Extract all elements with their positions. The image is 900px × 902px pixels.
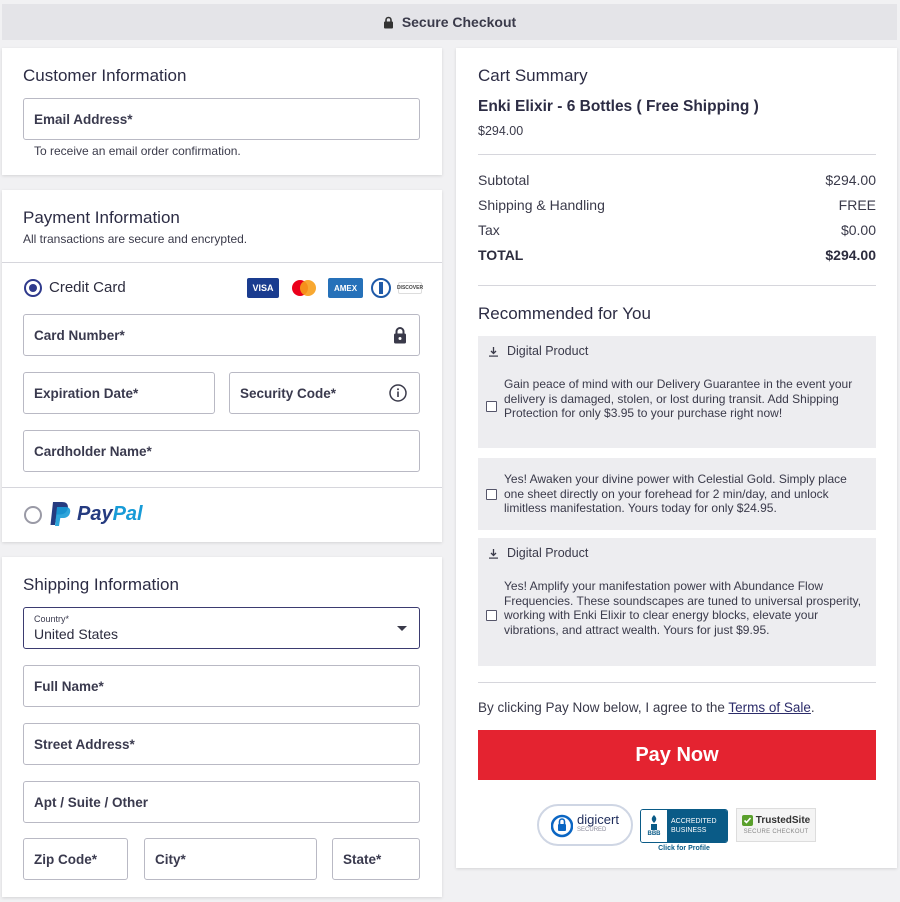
customer-info-card [2, 48, 442, 175]
bbb-line2: BUSINESS [671, 826, 707, 834]
digicert-text: digicert [577, 812, 619, 827]
bbb-badge[interactable] [640, 808, 728, 852]
lock-icon [383, 16, 394, 29]
download-icon [488, 548, 499, 559]
product-name: Enki Elixir - 6 Bottles ( Free Shipping ) [478, 98, 759, 115]
tax-value: $0.00 [840, 222, 876, 238]
payment-info-subtitle: All transactions are secure and encrypted. [23, 232, 248, 246]
full-name-field[interactable] [23, 665, 420, 707]
email-label: Email Address* [34, 111, 133, 127]
paypal-icon [49, 501, 71, 527]
security-code-field[interactable] [229, 372, 420, 414]
chevron-down-icon [397, 626, 407, 631]
mastercard-logo [287, 278, 321, 298]
trustedsite-badge[interactable] [736, 808, 816, 842]
paypal-text-pay: Pay [77, 502, 113, 525]
offer-celestial-gold [478, 458, 876, 530]
digital-product-tag [488, 546, 588, 560]
visa-logo: VISA [247, 278, 279, 298]
cardholder-name-field[interactable] [23, 430, 420, 472]
recommended-title: Recommended for You [478, 304, 651, 323]
subtotal-value: $294.00 [825, 172, 876, 188]
digital-product-label: Digital Product [507, 344, 589, 358]
shipping-info-title: Shipping Information [23, 575, 179, 594]
paypal-option[interactable] [49, 501, 143, 527]
credit-card-radio[interactable] [24, 279, 42, 297]
zip-code-field[interactable] [23, 838, 128, 880]
bbb-logo-text: BBB [647, 830, 661, 837]
trustedsite-sub: SECURE CHECKOUT [743, 829, 809, 835]
subtotal-label: Subtotal [478, 172, 530, 188]
email-field[interactable] [23, 98, 420, 140]
digital-product-label: Digital Product [507, 546, 589, 560]
expiration-date-field[interactable] [23, 372, 215, 414]
apt-suite-field[interactable] [23, 781, 420, 823]
offer-checkbox[interactable] [486, 401, 497, 412]
bbb-torch-icon [648, 815, 660, 831]
email-help-text: To receive an email order confirmation. [34, 144, 241, 158]
digicert-badge[interactable] [537, 804, 633, 846]
bbb-line1: ACCREDITED [671, 817, 717, 825]
amex-logo: AMEX [328, 278, 363, 298]
offer-checkbox[interactable] [486, 489, 497, 500]
payment-divider-bottom [2, 487, 442, 488]
terms-prefix: By clicking Pay Now below, I agree to the [478, 700, 729, 715]
total-row [478, 247, 876, 263]
cart-summary-title: Cart Summary [478, 66, 588, 85]
terms-text [478, 700, 815, 715]
download-icon [488, 346, 499, 357]
shipping-label: Shipping & Handling [478, 197, 605, 213]
offer-text: Yes! Amplify your manifestation power with Abundance Flow Frequencies. These soundscapes are tuned to universal prosperity, working with Enki Elixir to clear energy blocks, elevate your vibrations, and attract wealth. Yours for just $9.95. [504, 579, 862, 637]
street-address-field[interactable] [23, 723, 420, 765]
payment-info-card [2, 190, 442, 542]
offer-text: Gain peace of mind with our Delivery Guarantee in the event your delivery is damaged, stolen, or lost during transit. Add Shipping Protection for only $3.95 to your purchase right now! [504, 377, 853, 420]
credit-card-label[interactable]: Credit Card [49, 279, 126, 296]
tax-label: Tax [478, 222, 500, 238]
total-label: TOTAL [478, 247, 524, 263]
apt-suite-label: Apt / Suite / Other [34, 794, 149, 810]
cardholder-label: Cardholder Name* [34, 443, 152, 459]
terms-of-sale-link[interactable]: Terms of Sale [728, 700, 811, 715]
country-select[interactable] [23, 607, 420, 649]
security-code-label: Security Code* [240, 385, 337, 401]
zip-code-label: Zip Code* [34, 851, 97, 867]
secure-checkout-title: Secure Checkout [401, 14, 517, 30]
info-icon[interactable] [389, 384, 407, 402]
card-number-field[interactable] [23, 314, 420, 356]
lock-icon [393, 327, 407, 344]
city-label: City* [155, 851, 186, 867]
street-address-label: Street Address* [34, 736, 135, 752]
payment-info-title: Payment Information [23, 208, 180, 227]
total-value: $294.00 [825, 247, 876, 263]
shipping-value: FREE [838, 197, 876, 213]
city-field[interactable] [144, 838, 317, 880]
offer-text: Yes! Awaken your divine power with Celestial Gold. Simply place one sheet directly on your forehead for 2 min/day, and unlock limitless manifestation. Yours today for only $24.95. [504, 472, 847, 515]
terms-suffix: . [810, 700, 815, 715]
state-label: State* [343, 851, 382, 867]
paypal-radio[interactable] [24, 506, 42, 524]
country-value: United States [34, 626, 119, 642]
digital-product-tag [488, 344, 588, 358]
check-icon [742, 815, 753, 826]
product-price: $294.00 [478, 124, 524, 138]
shipping-info-card [2, 557, 442, 897]
payment-divider-top [2, 262, 442, 263]
digicert-sub: SECURED [577, 827, 607, 833]
full-name-label: Full Name* [34, 678, 104, 694]
state-field[interactable] [332, 838, 420, 880]
diners-logo [369, 278, 393, 298]
secure-checkout-bar [2, 4, 897, 40]
digicert-lock-icon [551, 812, 573, 838]
offer-checkbox[interactable] [486, 610, 497, 621]
shipping-row [478, 197, 876, 213]
tax-row [478, 222, 876, 238]
cart-divider-1 [478, 154, 876, 155]
subtotal-row [478, 172, 876, 188]
bbb-click-text: Click for Profile [658, 844, 710, 852]
expiration-label: Expiration Date* [34, 385, 139, 401]
offer-abundance-frequencies [478, 538, 876, 666]
cart-divider-3 [478, 682, 876, 683]
discover-logo: DISCOVER [398, 282, 422, 294]
offer-shipping-protection [478, 336, 876, 448]
country-label: Country* [34, 614, 70, 624]
paypal-text-pal: Pal [112, 502, 143, 525]
pay-now-button[interactable]: Pay Now [478, 730, 876, 780]
trustedsite-text: TrustedSite [755, 815, 811, 826]
cart-divider-2 [478, 285, 876, 286]
customer-info-title: Customer Information [23, 66, 187, 85]
card-number-label: Card Number* [34, 327, 125, 343]
